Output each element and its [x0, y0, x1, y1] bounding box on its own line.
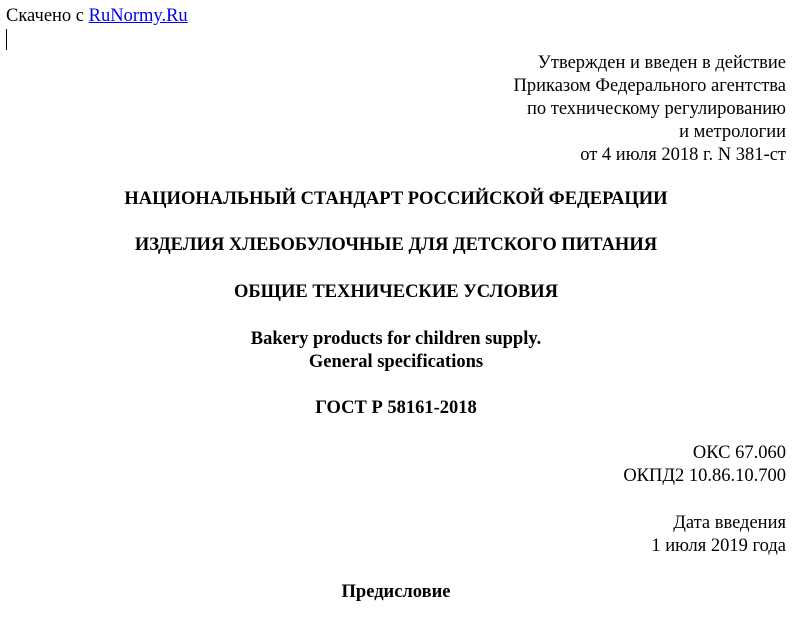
text-cursor — [6, 29, 7, 50]
standard-code: ГОСТ Р 58161-2018 — [315, 398, 477, 418]
approval-line: по техническому регулированию — [526, 99, 786, 119]
document-title: ИЗДЕЛИЯ ХЛЕБОБУЛОЧНЫЕ ДЛЯ ДЕТСКОГО ПИТАНИЯ — [134, 235, 658, 255]
download-source-prefix: Скачено с — [6, 6, 85, 26]
approval-line: Приказом Федерального агентства — [513, 76, 786, 96]
oks-code: ОКС 67.060 — [692, 443, 786, 463]
approval-line: Утвержден и введен в действие — [537, 53, 786, 73]
download-source-line — [6, 5, 188, 28]
intro-date-block — [651, 512, 786, 558]
standard-type-heading: НАЦИОНАЛЬНЫЙ СТАНДАРТ РОССИЙСКОЙ ФЕДЕРАЦИИ — [124, 189, 668, 209]
english-title-line-2: General specifications — [308, 352, 484, 372]
section-heading-foreword: Предисловие — [341, 582, 451, 602]
approval-block — [514, 52, 787, 167]
english-title-line-1: Bakery products for children supply. — [250, 329, 542, 349]
document-subtitle: ОБЩИЕ ТЕХНИЧЕСКИЕ УСЛОВИЯ — [234, 282, 558, 302]
approval-line: и метрологии — [679, 122, 786, 142]
approval-line: от 4 июля 2018 г. N 381-ст — [580, 145, 786, 165]
okpd2-code: ОКПД2 10.86.10.700 — [623, 466, 786, 486]
intro-date-value: 1 июля 2019 года — [651, 536, 786, 556]
intro-date-label: Дата введения — [673, 513, 786, 533]
classification-block — [623, 442, 786, 488]
runormy-link[interactable]: RuNormy.Ru — [88, 6, 188, 26]
